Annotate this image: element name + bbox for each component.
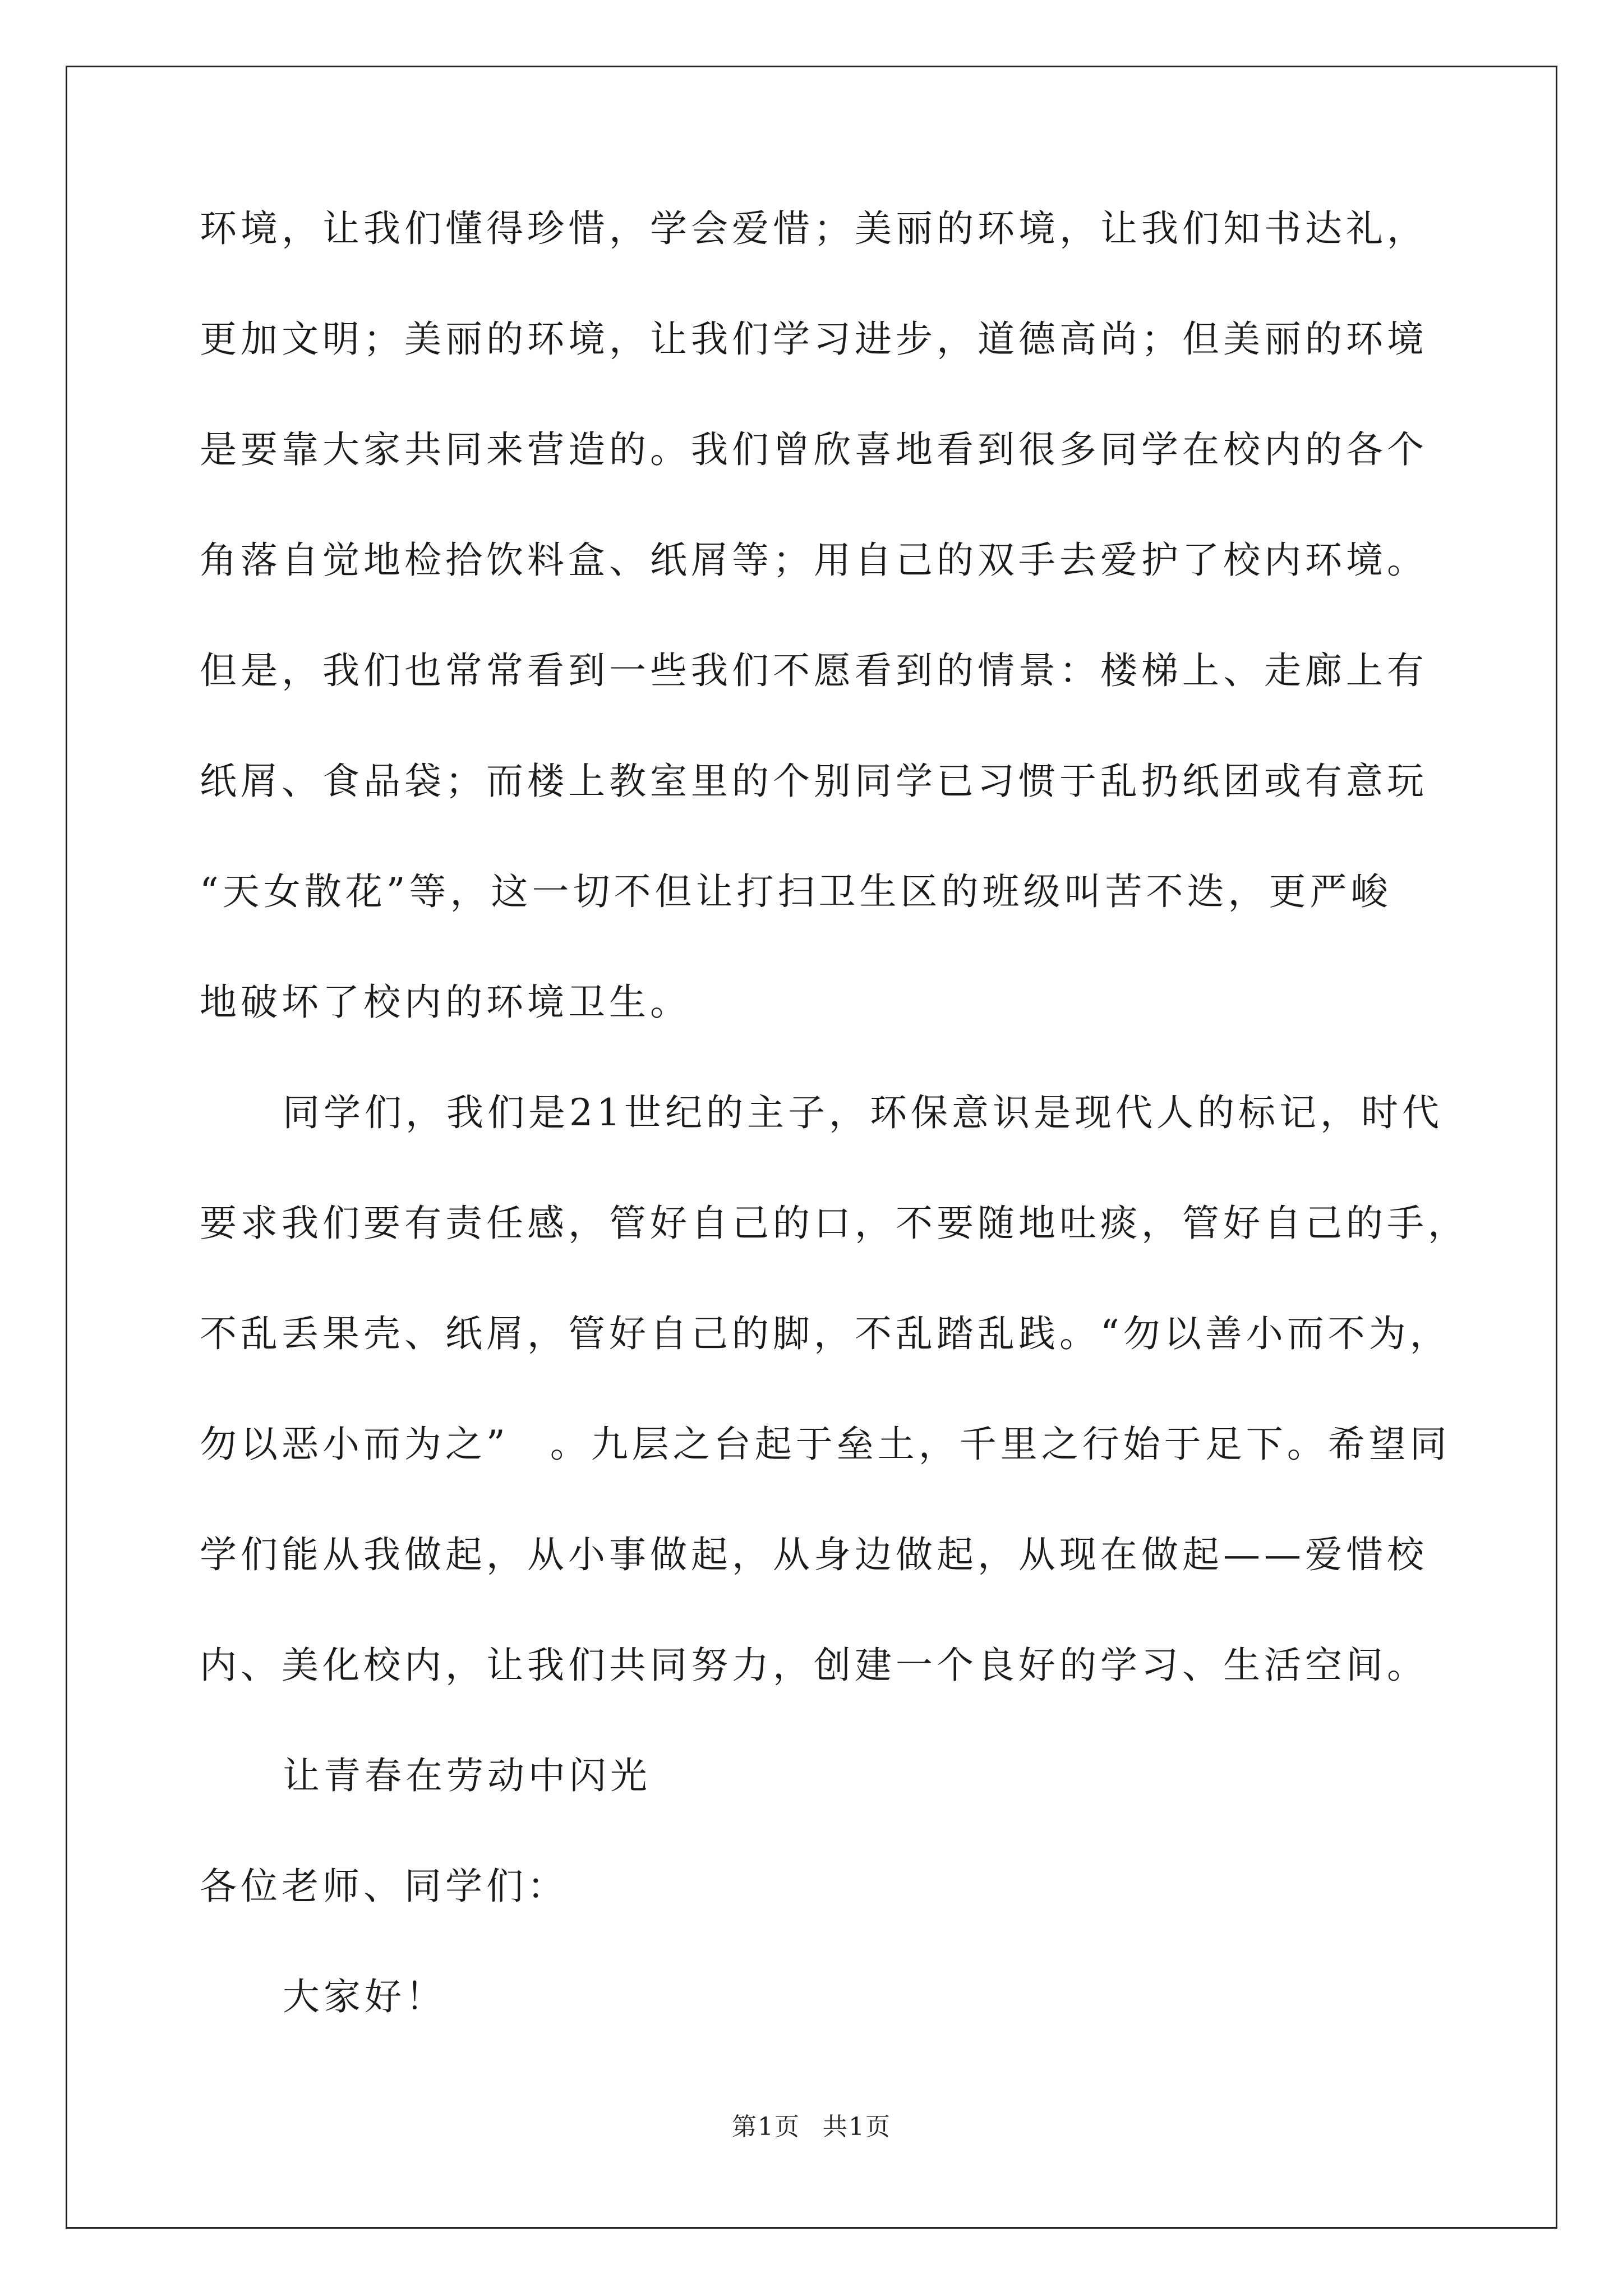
paragraph-line: 环境，让我们懂得珍惜，学会爱惜；美丽的环境，让我们知书达礼， <box>200 207 1428 250</box>
salutation: 各位老师、同学们： <box>200 1865 568 1908</box>
document-body <box>200 207 1469 2089</box>
section-title: 让青春在劳动中闪光 <box>283 1754 651 1797</box>
paragraph-line: 不乱丢果壳、纸屑，管好自己的脚，不乱踏乱践。“勿以善小而不为， <box>200 1312 1451 1355</box>
paragraph-line: 要求我们要有责任感，管好自己的口，不要随地吐痰，管好自己的手， <box>200 1202 1469 1245</box>
paragraph-line: 地破坏了校内的环境卫生。 <box>200 981 691 1024</box>
paragraph-line: 学们能从我做起，从小事做起，从身边做起，从现在做起——爱惜校 <box>200 1533 1428 1576</box>
page-number: 第1页 <box>732 2113 800 2141</box>
paragraph-line: 是要靠大家共同来营造的。我们曾欣喜地看到很多同学在校内的各个 <box>200 428 1428 471</box>
paragraph-line: 勿以恶小而为之” 。九层之台起于垒土，千里之行始于足下。希望同 <box>200 1423 1451 1466</box>
paragraph-line: 更加文明；美丽的环境，让我们学习进步，道德高尚；但美丽的环境 <box>200 318 1428 361</box>
paragraph-line: 内、美化校内，让我们共同努力，创建一个良好的学习、生活空间。 <box>200 1644 1428 1687</box>
page-total: 共1页 <box>823 2113 891 2141</box>
paragraph-line: 但是，我们也常常看到一些我们不愿看到的情景：楼梯上、走廊上有 <box>200 649 1428 692</box>
greeting: 大家好！ <box>283 1975 446 2018</box>
paragraph-line: 纸屑、食品袋；而楼上教室里的个别同学已习惯于乱扔纸团或有意玩 <box>200 760 1428 803</box>
page-footer <box>0 2115 1623 2139</box>
paragraph-line: 角落自觉地检拾饮料盒、纸屑等；用自己的双手去爱护了校内环境。 <box>200 539 1428 582</box>
paragraph-line: 同学们，我们是21世纪的主子，环保意识是现代人的标记，时代 <box>283 1091 1443 1134</box>
paragraph-line: “天女散花”等，这一切不但让打扫卫生区的班级叫苦不迭，更严峻 <box>200 870 1392 913</box>
